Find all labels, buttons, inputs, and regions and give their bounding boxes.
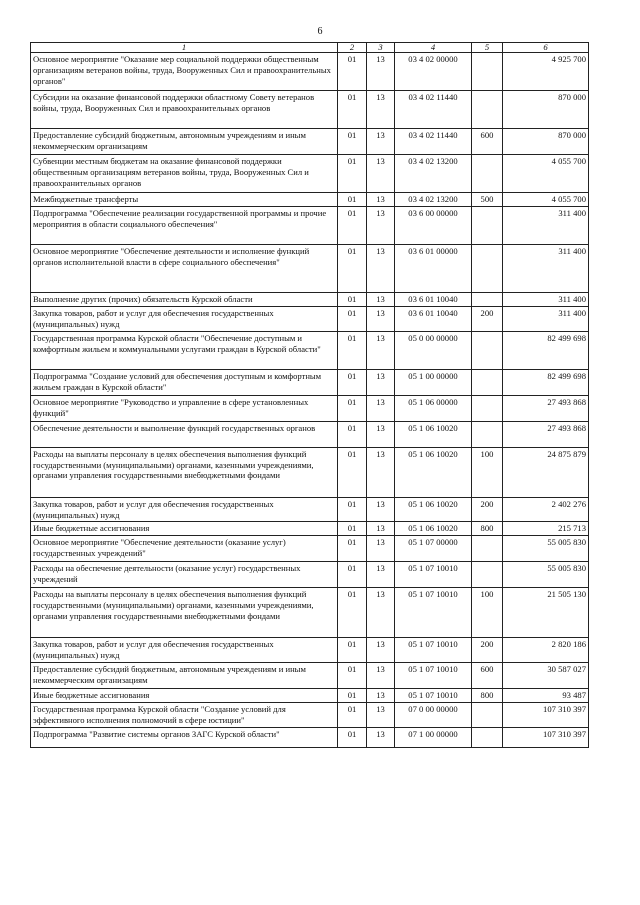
table-row xyxy=(31,155,589,193)
row-expense-type-cell: 800 xyxy=(472,689,503,703)
row-expense-type-cell xyxy=(472,206,503,244)
row-section-cell: 01 xyxy=(338,588,367,638)
row-target-code-cell: 03 4 02 11440 xyxy=(395,129,472,155)
row-name-cell: Расходы на выплаты персоналу в целях обеспечения выполнения функций государственными (муниципальными) органами, казенными учреждениями, органами управления государственными внебюджетными фондами xyxy=(31,588,338,638)
row-amount-cell: 93 487 xyxy=(503,689,589,703)
row-name-cell: Подпрограмма "Развитие системы органов ЗАГС Курской области" xyxy=(31,727,338,747)
row-section-cell: 01 xyxy=(338,522,367,536)
row-section-cell: 01 xyxy=(338,292,367,306)
row-target-code-cell: 05 1 07 00000 xyxy=(395,536,472,562)
row-name-cell: Закупка товаров, работ и услуг для обеспечения государственных (муниципальных) нужд xyxy=(31,638,338,663)
table-row xyxy=(31,562,589,588)
row-name-cell: Субсидии на оказание финансовой поддержки областному Совету ветеранов войны, труда, Вооруженных Сил и правоохранительных органов xyxy=(31,91,338,129)
row-expense-type-cell xyxy=(472,421,503,447)
table-row xyxy=(31,306,589,331)
row-expense-type-cell xyxy=(472,155,503,193)
row-subsection-cell: 13 xyxy=(367,91,395,129)
row-expense-type-cell: 600 xyxy=(472,129,503,155)
row-subsection-cell: 13 xyxy=(367,244,395,292)
row-section-cell: 01 xyxy=(338,395,367,421)
table-body xyxy=(31,53,589,748)
row-name-cell: Предоставление субсидий бюджетным, автономным учреждениям и иным некоммерческим организациям xyxy=(31,663,338,689)
table-row xyxy=(31,395,589,421)
row-expense-type-cell xyxy=(472,703,503,728)
row-subsection-cell: 13 xyxy=(367,129,395,155)
row-name-cell: Выполнение других (прочих) обязательств Курской области xyxy=(31,292,338,306)
row-amount-cell: 2 820 186 xyxy=(503,638,589,663)
row-expense-type-cell xyxy=(472,395,503,421)
table-row xyxy=(31,421,589,447)
table-row xyxy=(31,727,589,747)
row-subsection-cell: 13 xyxy=(367,588,395,638)
row-subsection-cell: 13 xyxy=(367,53,395,91)
row-amount-cell: 2 402 276 xyxy=(503,497,589,522)
row-subsection-cell: 13 xyxy=(367,497,395,522)
row-section-cell: 01 xyxy=(338,129,367,155)
table-row xyxy=(31,522,589,536)
row-expense-type-cell xyxy=(472,562,503,588)
table-row xyxy=(31,91,589,129)
row-subsection-cell: 13 xyxy=(367,206,395,244)
row-section-cell: 01 xyxy=(338,155,367,193)
row-amount-cell: 82 499 698 xyxy=(503,369,589,395)
row-amount-cell: 870 000 xyxy=(503,129,589,155)
table-row xyxy=(31,447,589,497)
row-name-cell: Подпрограмма "Создание условий для обеспечения доступным и комфортным жильем граждан в Курской области" xyxy=(31,369,338,395)
row-expense-type-cell: 200 xyxy=(472,306,503,331)
row-name-cell: Подпрограмма "Обеспечение реализации государственной программы и прочие мероприятия в области социального обеспечения" xyxy=(31,206,338,244)
row-amount-cell: 30 587 027 xyxy=(503,663,589,689)
row-section-cell: 01 xyxy=(338,53,367,91)
table-row xyxy=(31,206,589,244)
row-expense-type-cell xyxy=(472,53,503,91)
row-target-code-cell: 05 1 06 00000 xyxy=(395,395,472,421)
row-name-cell: Основное мероприятие "Обеспечение деятельности и исполнение функций органов исполнительной власти в сфере социального обеспечения" xyxy=(31,244,338,292)
row-amount-cell: 107 310 397 xyxy=(503,727,589,747)
row-name-cell: Основное мероприятие "Оказание мер социальной поддержки общественным организациям ветеранов войны, труда, Вооруженных Сил и правоохранительных органов" xyxy=(31,53,338,91)
table-row xyxy=(31,53,589,91)
row-expense-type-cell: 500 xyxy=(472,193,503,207)
table-row xyxy=(31,292,589,306)
row-target-code-cell: 05 1 07 10010 xyxy=(395,588,472,638)
row-amount-cell: 107 310 397 xyxy=(503,703,589,728)
header-cell-3: 3 xyxy=(367,43,395,53)
row-name-cell: Иные бюджетные ассигнования xyxy=(31,689,338,703)
row-subsection-cell: 13 xyxy=(367,331,395,369)
row-name-cell: Предоставление субсидий бюджетным, автономным учреждениям и иным некоммерческим организациям xyxy=(31,129,338,155)
row-section-cell: 01 xyxy=(338,727,367,747)
row-amount-cell: 215 713 xyxy=(503,522,589,536)
row-expense-type-cell: 800 xyxy=(472,522,503,536)
row-section-cell: 01 xyxy=(338,638,367,663)
header-row xyxy=(31,43,589,53)
row-expense-type-cell xyxy=(472,727,503,747)
row-target-code-cell: 03 6 01 10040 xyxy=(395,292,472,306)
row-target-code-cell: 03 4 02 11440 xyxy=(395,91,472,129)
row-section-cell: 01 xyxy=(338,206,367,244)
row-section-cell: 01 xyxy=(338,447,367,497)
table-row xyxy=(31,638,589,663)
row-target-code-cell: 05 0 00 00000 xyxy=(395,331,472,369)
row-expense-type-cell xyxy=(472,331,503,369)
row-target-code-cell: 05 1 06 10020 xyxy=(395,497,472,522)
table-row xyxy=(31,244,589,292)
row-section-cell: 01 xyxy=(338,91,367,129)
row-target-code-cell: 05 1 07 10010 xyxy=(395,663,472,689)
row-expense-type-cell: 200 xyxy=(472,497,503,522)
row-expense-type-cell xyxy=(472,369,503,395)
row-amount-cell: 4 055 700 xyxy=(503,155,589,193)
row-subsection-cell: 13 xyxy=(367,447,395,497)
row-subsection-cell: 13 xyxy=(367,703,395,728)
row-target-code-cell: 07 1 00 00000 xyxy=(395,727,472,747)
row-expense-type-cell: 600 xyxy=(472,663,503,689)
page-number: 6 xyxy=(317,26,323,37)
header-cell-4: 4 xyxy=(395,43,472,53)
row-subsection-cell: 13 xyxy=(367,562,395,588)
header-cell-2: 2 xyxy=(338,43,367,53)
row-target-code-cell: 05 1 06 10020 xyxy=(395,522,472,536)
row-target-code-cell: 07 0 00 00000 xyxy=(395,703,472,728)
row-amount-cell: 24 875 879 xyxy=(503,447,589,497)
row-target-code-cell: 03 4 02 00000 xyxy=(395,53,472,91)
row-section-cell: 01 xyxy=(338,244,367,292)
table-row xyxy=(31,497,589,522)
row-subsection-cell: 13 xyxy=(367,369,395,395)
budget-table xyxy=(30,42,589,748)
header-cell-6: 6 xyxy=(503,43,589,53)
row-section-cell: 01 xyxy=(338,331,367,369)
row-section-cell: 01 xyxy=(338,497,367,522)
row-expense-type-cell xyxy=(472,91,503,129)
row-target-code-cell: 03 4 02 13200 xyxy=(395,193,472,207)
row-section-cell: 01 xyxy=(338,536,367,562)
row-section-cell: 01 xyxy=(338,703,367,728)
row-expense-type-cell xyxy=(472,292,503,306)
row-section-cell: 01 xyxy=(338,562,367,588)
table-row xyxy=(31,588,589,638)
row-amount-cell: 311 400 xyxy=(503,292,589,306)
row-name-cell: Государственная программа Курской области "Создание условий для эффективного исполнения полномочий в сфере юстиции" xyxy=(31,703,338,728)
row-amount-cell: 27 493 868 xyxy=(503,395,589,421)
row-name-cell: Основное мероприятие "Обеспечение деятельности (оказание услуг) государственных учреждений" xyxy=(31,536,338,562)
row-target-code-cell: 05 1 07 10010 xyxy=(395,689,472,703)
table-row xyxy=(31,689,589,703)
row-subsection-cell: 13 xyxy=(367,395,395,421)
row-target-code-cell: 05 1 06 10020 xyxy=(395,447,472,497)
row-subsection-cell: 13 xyxy=(367,638,395,663)
row-amount-cell: 311 400 xyxy=(503,206,589,244)
row-target-code-cell: 03 4 02 13200 xyxy=(395,155,472,193)
table-row xyxy=(31,193,589,207)
row-name-cell: Иные бюджетные ассигнования xyxy=(31,522,338,536)
row-target-code-cell: 05 1 06 10020 xyxy=(395,421,472,447)
row-section-cell: 01 xyxy=(338,369,367,395)
row-section-cell: 01 xyxy=(338,421,367,447)
row-amount-cell: 27 493 868 xyxy=(503,421,589,447)
table-row xyxy=(31,129,589,155)
row-subsection-cell: 13 xyxy=(367,292,395,306)
row-amount-cell: 55 005 830 xyxy=(503,562,589,588)
row-target-code-cell: 03 6 00 00000 xyxy=(395,206,472,244)
row-target-code-cell: 05 1 07 10010 xyxy=(395,562,472,588)
row-amount-cell: 82 499 698 xyxy=(503,331,589,369)
row-subsection-cell: 13 xyxy=(367,306,395,331)
row-subsection-cell: 13 xyxy=(367,536,395,562)
row-name-cell: Закупка товаров, работ и услуг для обеспечения государственных (муниципальных) нужд xyxy=(31,306,338,331)
row-name-cell: Закупка товаров, работ и услуг для обеспечения государственных (муниципальных) нужд xyxy=(31,497,338,522)
row-name-cell: Обеспечение деятельности и выполнение функций государственных органов xyxy=(31,421,338,447)
row-section-cell: 01 xyxy=(338,663,367,689)
row-subsection-cell: 13 xyxy=(367,689,395,703)
row-amount-cell: 21 505 130 xyxy=(503,588,589,638)
row-subsection-cell: 13 xyxy=(367,193,395,207)
row-target-code-cell: 03 6 01 10040 xyxy=(395,306,472,331)
table-row xyxy=(31,331,589,369)
table-row xyxy=(31,663,589,689)
row-amount-cell: 870 000 xyxy=(503,91,589,129)
row-expense-type-cell xyxy=(472,244,503,292)
row-section-cell: 01 xyxy=(338,306,367,331)
row-name-cell: Субвенции местным бюджетам на оказание финансовой поддержки общественным организациям ветеранов войны, труда, Вооруженных Сил и правоохранительных органов xyxy=(31,155,338,193)
row-section-cell: 01 xyxy=(338,689,367,703)
row-subsection-cell: 13 xyxy=(367,522,395,536)
row-subsection-cell: 13 xyxy=(367,727,395,747)
row-target-code-cell: 03 6 01 00000 xyxy=(395,244,472,292)
row-amount-cell: 4 925 700 xyxy=(503,53,589,91)
row-subsection-cell: 13 xyxy=(367,663,395,689)
row-name-cell: Межбюджетные трансферты xyxy=(31,193,338,207)
row-amount-cell: 311 400 xyxy=(503,306,589,331)
table-row xyxy=(31,703,589,728)
table-row xyxy=(31,369,589,395)
row-name-cell: Расходы на обеспечение деятельности (оказание услуг) государственных учреждений xyxy=(31,562,338,588)
row-subsection-cell: 13 xyxy=(367,155,395,193)
row-amount-cell: 311 400 xyxy=(503,244,589,292)
row-amount-cell: 55 005 830 xyxy=(503,536,589,562)
header-cell-1: 1 xyxy=(31,43,338,53)
row-section-cell: 01 xyxy=(338,193,367,207)
row-target-code-cell: 05 1 00 00000 xyxy=(395,369,472,395)
row-target-code-cell: 05 1 07 10010 xyxy=(395,638,472,663)
row-expense-type-cell xyxy=(472,536,503,562)
row-name-cell: Государственная программа Курской области "Обеспечение доступным и комфортным жильем и коммунальными услугами граждан в Курской области" xyxy=(31,331,338,369)
row-name-cell: Основное мероприятие "Руководство и управление в сфере установленных функций" xyxy=(31,395,338,421)
row-expense-type-cell: 100 xyxy=(472,588,503,638)
header-cell-5: 5 xyxy=(472,43,503,53)
row-subsection-cell: 13 xyxy=(367,421,395,447)
row-name-cell: Расходы на выплаты персоналу в целях обеспечения выполнения функций государственными (муниципальными) органами, казенными учреждениями, органами управления государственными внебюджетными фондами xyxy=(31,447,338,497)
row-expense-type-cell: 100 xyxy=(472,447,503,497)
row-expense-type-cell: 200 xyxy=(472,638,503,663)
row-amount-cell: 4 055 700 xyxy=(503,193,589,207)
table-row xyxy=(31,536,589,562)
